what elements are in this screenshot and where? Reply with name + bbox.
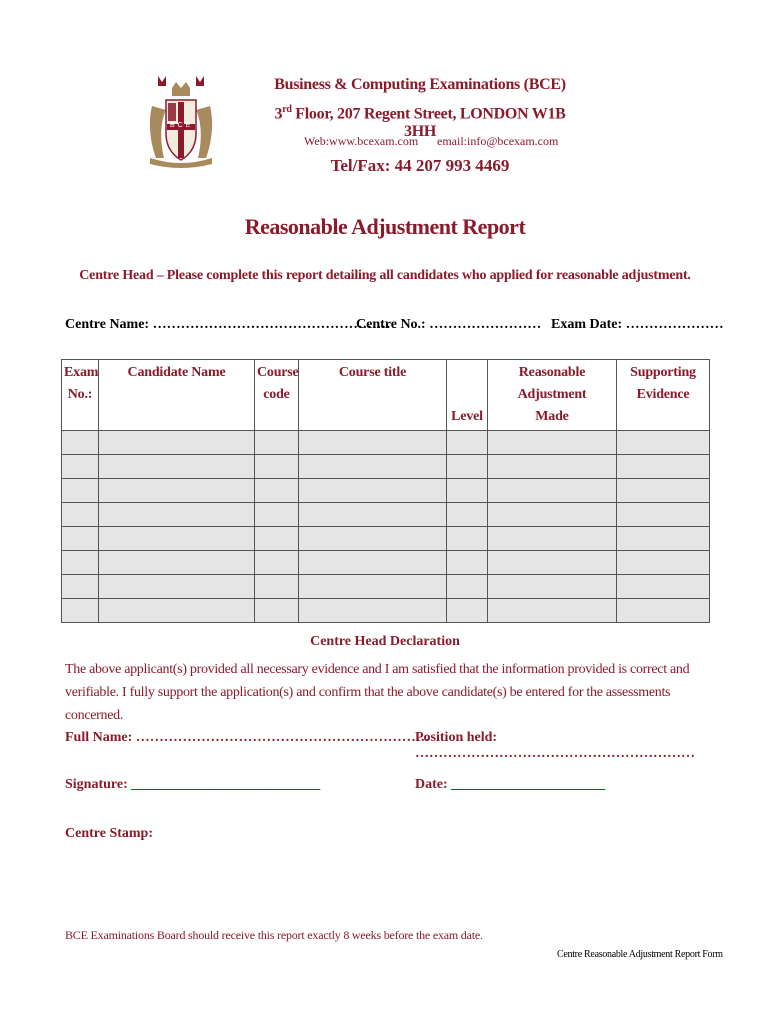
exam-date-field[interactable]: Exam Date: ………………… — [551, 317, 724, 332]
table-cell[interactable] — [299, 431, 447, 455]
table-row — [62, 527, 710, 551]
full-name-field[interactable]: Full Name: ……………………………………………………… — [65, 730, 430, 745]
table-cell[interactable] — [255, 503, 299, 527]
table-row — [62, 551, 710, 575]
table-cell[interactable] — [447, 479, 488, 503]
table-cell[interactable] — [99, 431, 255, 455]
table-cell[interactable] — [255, 479, 299, 503]
table-cell[interactable] — [617, 551, 710, 575]
table-cell[interactable] — [299, 527, 447, 551]
table-row — [62, 599, 710, 623]
table-cell[interactable] — [255, 599, 299, 623]
table-cell[interactable] — [488, 479, 617, 503]
organisation-name: Business & Computing Examinations (BCE) — [274, 76, 566, 93]
table-header-row — [62, 360, 710, 431]
table-cell[interactable] — [447, 455, 488, 479]
table-cell[interactable] — [488, 503, 617, 527]
adjustment-table — [61, 359, 710, 623]
table-cell[interactable] — [62, 551, 99, 575]
table-row — [62, 575, 710, 599]
table-cell[interactable] — [617, 479, 710, 503]
table-cell[interactable] — [255, 431, 299, 455]
table-cell[interactable] — [62, 479, 99, 503]
table-cell[interactable] — [299, 599, 447, 623]
table-cell[interactable] — [488, 551, 617, 575]
table-cell[interactable] — [488, 455, 617, 479]
header-course-code: Course code — [255, 360, 299, 431]
table-cell[interactable] — [299, 455, 447, 479]
table-cell[interactable] — [62, 527, 99, 551]
table-cell[interactable] — [617, 455, 710, 479]
report-title: Reasonable Adjustment Report — [244, 214, 526, 239]
centre-name-field[interactable]: Centre Name: …………………………………………… — [65, 317, 391, 332]
table-cell[interactable] — [488, 599, 617, 623]
table-cell[interactable] — [617, 431, 710, 455]
table-cell[interactable] — [299, 575, 447, 599]
table-cell[interactable] — [299, 551, 447, 575]
table-cell[interactable] — [488, 431, 617, 455]
header-course-title: Course title — [299, 360, 447, 431]
form-footer: Centre Reasonable Adjustment Report Form — [557, 949, 723, 960]
table-row — [62, 431, 710, 455]
submission-note: BCE Examinations Board should receive this report exactly 8 weeks before the exam date. — [65, 928, 483, 942]
header-adjustment-made: Reasonable Adjustment Made — [488, 360, 617, 431]
table-cell[interactable] — [447, 503, 488, 527]
table-cell[interactable] — [62, 599, 99, 623]
table-cell[interactable] — [255, 455, 299, 479]
table-row — [62, 503, 710, 527]
tel-fax: Tel/Fax: 44 207 993 4469 — [330, 156, 510, 175]
table-cell[interactable] — [617, 599, 710, 623]
organisation-address: 3rd Floor, 207 Regent Street, LONDON W1B 3HH — [274, 104, 566, 141]
centre-no-field[interactable]: Centre No.: …………………… — [356, 317, 542, 332]
table-cell[interactable] — [255, 575, 299, 599]
table-cell[interactable] — [617, 503, 710, 527]
table-cell[interactable] — [447, 575, 488, 599]
table-cell[interactable] — [447, 551, 488, 575]
table-cell[interactable] — [299, 479, 447, 503]
table-cell[interactable] — [99, 575, 255, 599]
table-row — [62, 455, 710, 479]
table-cell[interactable] — [99, 551, 255, 575]
table-cell[interactable] — [617, 527, 710, 551]
signature-field[interactable]: Signature: ___________________________ — [65, 777, 321, 792]
bce-crest-logo — [148, 72, 214, 168]
table-cell[interactable] — [488, 527, 617, 551]
table-cell[interactable] — [99, 503, 255, 527]
table-cell[interactable] — [299, 503, 447, 527]
table-cell[interactable] — [62, 431, 99, 455]
website: Web:www.bcexam.com — [304, 134, 419, 148]
table-cell[interactable] — [62, 503, 99, 527]
centre-stamp-label: Centre Stamp: — [65, 826, 154, 841]
header-exam-no: Exam No.: — [62, 360, 99, 431]
table-cell[interactable] — [62, 455, 99, 479]
table-cell[interactable] — [488, 575, 617, 599]
table-cell[interactable] — [447, 599, 488, 623]
email: email:info@bcexam.com — [437, 134, 559, 148]
instruction-text: Centre Head – Please complete this report detailing all candidates who applied for reasonable adjustment. — [79, 268, 691, 283]
table-cell[interactable] — [99, 527, 255, 551]
table-cell[interactable] — [447, 431, 488, 455]
declaration-text: The above applicant(s) provided all necessary evidence and I am satisfied that the information provided is correct and verifiable. I fully support the application(s) and confirm that the above candidate(s) be entered for the assessments concerned. — [65, 662, 690, 723]
table-cell[interactable] — [99, 599, 255, 623]
table-cell[interactable] — [99, 479, 255, 503]
date-field[interactable]: Date: ______________________ — [415, 777, 606, 792]
table-cell[interactable] — [62, 575, 99, 599]
header-level: Level — [447, 360, 488, 431]
table-cell[interactable] — [617, 575, 710, 599]
header-candidate-name: Candidate Name — [99, 360, 255, 431]
declaration-title: Centre Head Declaration — [310, 634, 460, 649]
table-row — [62, 479, 710, 503]
position-held-field[interactable]: Position held: …………………………………………………… — [415, 730, 695, 761]
table-cell[interactable] — [99, 455, 255, 479]
table-cell[interactable] — [255, 527, 299, 551]
header-supporting-evidence: Supporting Evidence — [617, 360, 710, 431]
logo-letters: BCE — [170, 122, 194, 129]
table-cell[interactable] — [255, 551, 299, 575]
table-cell[interactable] — [447, 527, 488, 551]
